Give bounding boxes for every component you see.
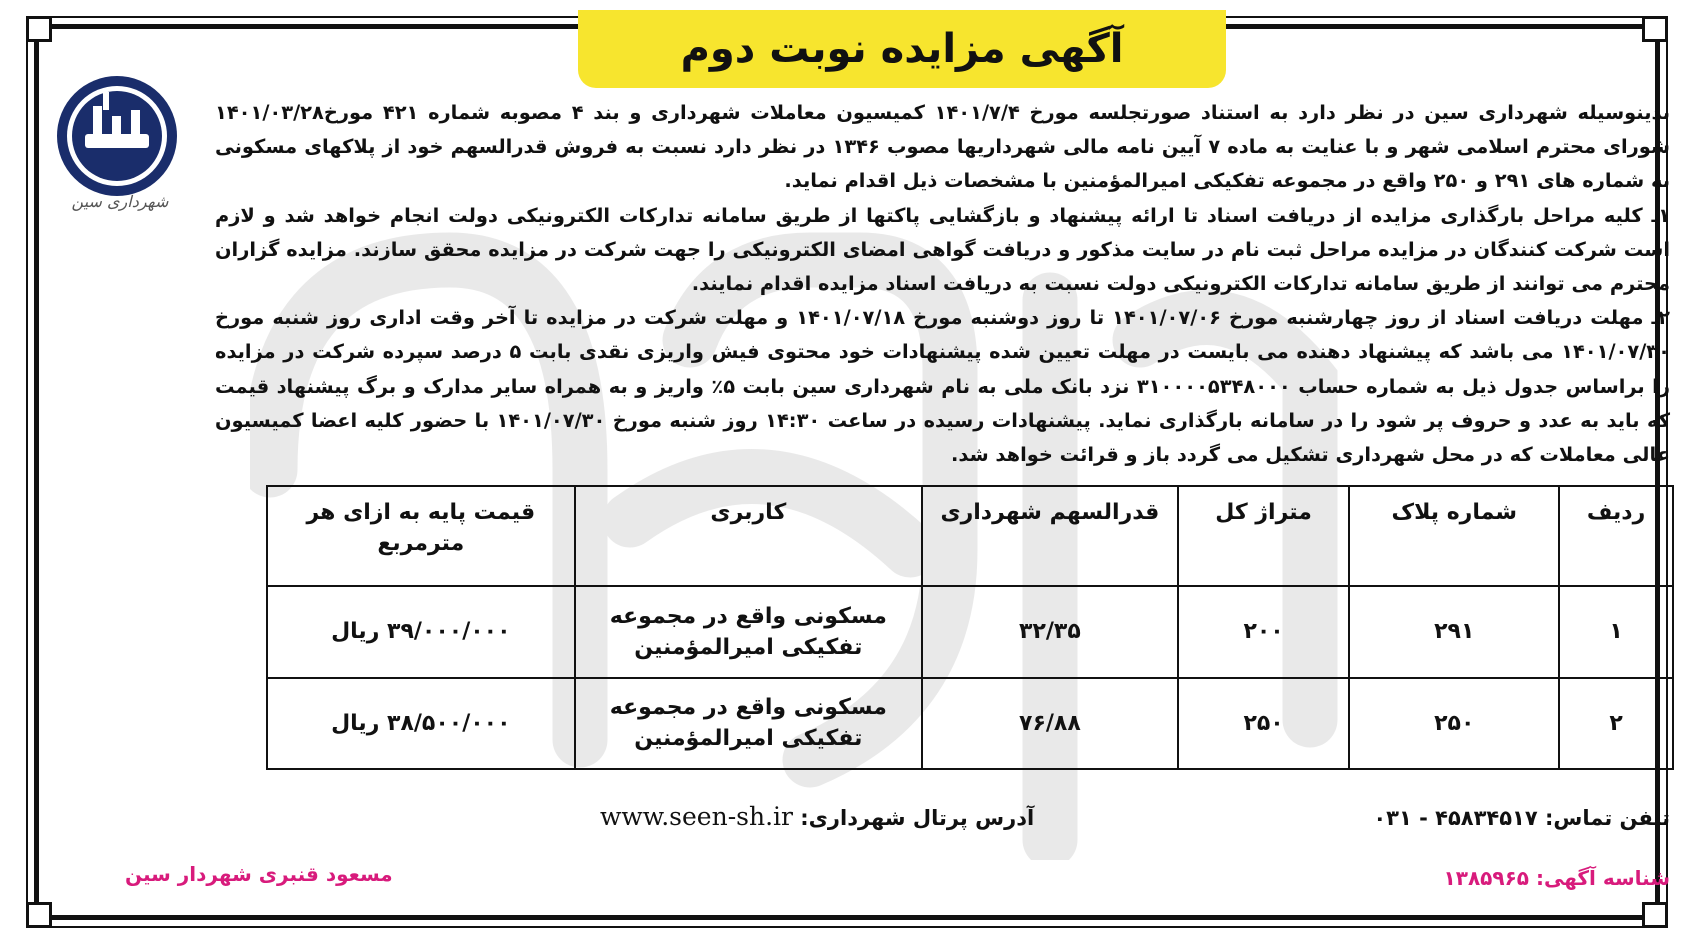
portal-address [600,802,1100,831]
notice-id-value: ۱۳۸۵۹۶۵ [1443,866,1529,890]
cell-municipality-share: ۷۶/۸۸ [922,678,1178,770]
header-plate-number: شماره پلاک [1349,486,1559,586]
contact-phone [1330,806,1670,830]
contact-number: ۴۵۸۳۴۵۱۷ - ۰۳۱ [1373,806,1538,830]
clause-2-paragraph: ۲ـ مهلت دریافت اسناد از روز چهارشنبه مورخ ۱۴۰۱/۰۷/۰۶ تا روز دوشنبه مورخ ۱۴۰۱/۰۷/۱۸ و مهلت شرکت در مزایده تا آخر وقت اداری روز شنبه مورخ ۱۴۰۱/۰۷/۳۰ می باشد که پیشنهاد دهنده می بایست در مهلت تعیین شده پیشنهادات خود محتوی فیش واریزی نقدی بابت ۵ درصد سپرده شرکت در مزایده را براساس جدول ذیل به شماره حساب ۳۱۰۰۰۰۵۳۴۸۰۰۰ نزد بانک ملی به نام شهرداری سین بابت ۵٪ واریز و به همراه سایر مدارک و برگ پیشنهاد قیمت که باید به عدد و حروف پر شود را در سامانه بارگذاری نماید. پیشنهادات رسیده در ساعت ۱۴:۳۰ روز شنبه مورخ ۱۴۰۱/۰۷/۳۰ با حضور کلیه اعضا کمیسیون عالی معاملات که در محل شهرداری تشکیل می گردد باز و قرائت خواهد شد. [215,306,1670,467]
header-base-price: قیمت پایه به ازای هر مترمربع [267,486,575,586]
cell-usage: مسکونی واقع در مجموعه تفکیکی امیرالمؤمنین [575,586,922,678]
table-row [267,586,1673,678]
corner-ornament-bottom-right [1642,902,1668,928]
cell-base-price: ۳۸/۵۰۰/۰۰۰ ریال [267,678,575,770]
cell-plate-number: ۲۵۰ [1349,678,1559,770]
header-municipality-share: قدرالسهم شهرداری [922,486,1178,586]
notice-title: آگهی مزایده نوبت دوم [680,26,1124,72]
cell-plate-number: ۲۹۱ [1349,586,1559,678]
portal-url-link[interactable]: www.seen-sh.ir [600,802,793,831]
corner-ornament-bottom-left [26,902,52,928]
table-row [267,678,1673,770]
notice-id-label: شناسه آگهی: [1535,866,1670,890]
notice-title-banner [578,10,1226,88]
intro-paragraph: بدینوسیله شهرداری سین در نظر دارد به استناد صورتجلسه مورخ ۱۴۰۱/۷/۴ کمیسیون معاملات شهرداری و بند ۴ مصوبه شماره ۴۲۱ مورخ۱۴۰۱/۰۳/۲۸ شورای محترم اسلامی شهر و با عنایت به ماده ۷ آیین نامه مالی شهرداریها مصوب ۱۳۴۶ در نظر دارد نسبت به فروش قدرالسهم خود از پلاکهای مسکونی به شماره های ۲۹۱ و ۲۵۰ واقع در مجموعه تفکیکی امیرالمؤمنین با مشخصات ذیل اقدام نماید. [215,101,1670,193]
header-total-area: متراژ کل [1178,486,1350,586]
notice-body [215,96,1670,472]
contact-label: تلفن تماس: [1544,806,1670,830]
lots-table [266,485,1674,770]
cell-total-area: ۲۰۰ [1178,586,1350,678]
cell-row-number: ۲ [1559,678,1673,770]
signature: مسعود قنبری شهردار سین [125,862,393,886]
cell-total-area: ۲۵۰ [1178,678,1350,770]
logo-caption: شهرداری سین [71,192,169,211]
cell-row-number: ۱ [1559,586,1673,678]
cell-base-price: ۳۹/۰۰۰/۰۰۰ ریال [267,586,575,678]
portal-label: آدرس پرتال شهرداری: [800,806,1035,830]
notice-id [1380,866,1670,890]
header-row-number: ردیف [1559,486,1673,586]
table-header-row [267,486,1673,586]
cell-usage: مسکونی واقع در مجموعه تفکیکی امیرالمؤمنین [575,678,922,770]
cell-municipality-share: ۳۲/۳۵ [922,586,1178,678]
clause-1-paragraph: ۱ـ کلیه مراحل بارگذاری مزایده از دریافت اسناد تا ارائه پیشنهاد و بازگشایی پاکتها از طریق سامانه تدارکات الکترونیکی دولت انجام خواهد شد و لازم است شرکت کنندگان در مزایده مراحل ثبت نام در سایت مذکور و دریافت گواهی امضای الکترونیکی را جهت شرکت در مزایده محقق سازند. مزایده گزاران محترم می توانند از طریق سامانه تدارکات الکترونیکی دولت نسبت به دریافت اسناد مزایده اقدام نمایند. [215,203,1670,296]
corner-ornament-top-left [26,16,52,42]
corner-ornament-top-right [1642,16,1668,42]
header-usage: کاربری [575,486,922,586]
